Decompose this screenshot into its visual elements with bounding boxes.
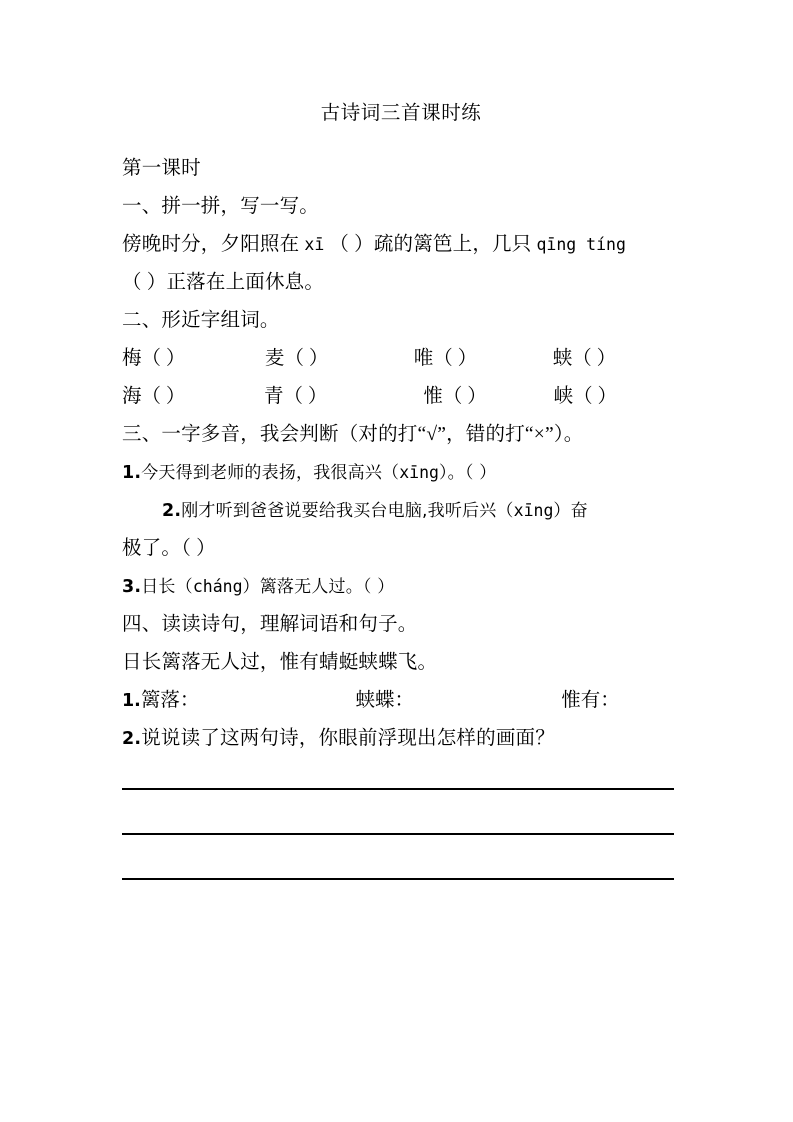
section-three-item-2 xyxy=(122,492,680,530)
item-number: 2. xyxy=(162,500,182,521)
char-label: 海 xyxy=(122,385,142,407)
char-word-cell xyxy=(264,378,423,416)
char-blank[interactable]: （ ） xyxy=(141,347,186,369)
term-definition-row xyxy=(122,682,680,720)
term-label: 惟有： xyxy=(561,689,620,711)
char-blank[interactable]: （ ） xyxy=(141,385,186,407)
item-number: 2. xyxy=(122,728,142,749)
pinyin-chang: cháng xyxy=(192,576,243,596)
term-item xyxy=(355,682,561,720)
char-label: 麦 xyxy=(264,347,285,369)
term-label: 蛱蝶： xyxy=(355,689,414,711)
item-text-before: 今天得到老师的表扬，我很高兴（ xyxy=(141,462,400,483)
char-word-row xyxy=(122,340,680,378)
char-blank[interactable]: （ ） xyxy=(572,347,617,369)
item-text-after[interactable]: ）。（ ） xyxy=(438,462,497,483)
term-item xyxy=(561,682,680,720)
char-word-cell xyxy=(122,340,265,378)
char-word-row xyxy=(122,378,680,416)
page-content xyxy=(122,0,680,880)
item-number: 1. xyxy=(122,690,141,711)
section-three-item-2-continuation[interactable]: 极了。（ ） xyxy=(122,537,216,559)
section-one-heading: 一、拼一拼，写一写。 xyxy=(122,195,320,217)
item-text-before: 刚才听到爸爸说要给我买台电脑,我听后兴（ xyxy=(181,500,514,521)
char-blank[interactable]: （ ） xyxy=(433,347,478,369)
section-one-sentence-line-1 xyxy=(122,226,680,264)
char-word-cell xyxy=(122,378,264,416)
sentence-text-b: （ ）疏的篱笆上，几只 xyxy=(324,233,537,255)
term-item xyxy=(122,682,355,720)
char-blank[interactable]: （ ） xyxy=(442,385,487,407)
char-label: 蛱 xyxy=(552,347,573,369)
char-label: 峡 xyxy=(553,385,574,407)
char-label: 梅 xyxy=(122,347,142,369)
char-word-cell xyxy=(414,340,553,378)
char-word-cell xyxy=(423,378,553,416)
answer-line[interactable] xyxy=(122,788,674,790)
char-label: 青 xyxy=(263,385,284,407)
section-two-heading: 二、形近字组词。 xyxy=(122,309,280,331)
section-three-heading: 三、一字多音，我会判断（对的打“√”，错的打“×”）。 xyxy=(122,423,584,445)
item-number: 1. xyxy=(122,462,142,483)
item-text-after: ）奋 xyxy=(553,500,588,521)
char-word-cell xyxy=(554,378,680,416)
section-one-sentence-line-2: （ ）正落在上面休息。 xyxy=(122,271,325,293)
section-four-question xyxy=(122,720,680,758)
pinyin-xing-2: xīng xyxy=(513,500,554,520)
item-text-before: 日长（ xyxy=(141,576,193,597)
sentence-text-a: 傍晚时分，夕阳照在 xyxy=(122,233,305,255)
answer-lines-group xyxy=(122,788,680,880)
char-blank[interactable]: （ ） xyxy=(283,385,328,407)
lesson-label: 第一课时 xyxy=(122,157,201,179)
answer-line[interactable] xyxy=(122,878,674,880)
question-text: 说说读了这两句诗，你眼前浮现出怎样的画面？ xyxy=(141,727,555,749)
section-four-heading: 四、读读诗句，理解词语和句子。 xyxy=(122,613,418,635)
poem-line: 日长篱落无人过，惟有蜻蜓蛱蝶飞。 xyxy=(122,651,438,673)
answer-line[interactable] xyxy=(122,833,674,835)
term-label: 篱落： xyxy=(140,689,200,711)
page-title: 古诗词三首课时练 xyxy=(320,103,482,124)
item-number: 3. xyxy=(122,576,142,597)
pinyin-xing-1: xīng xyxy=(399,462,439,482)
pinyin-qingting: qīng tíng xyxy=(536,234,626,254)
pinyin-xi: xī xyxy=(304,234,325,254)
char-blank[interactable]: （ ） xyxy=(573,385,618,407)
char-label: 惟 xyxy=(423,385,443,407)
char-blank[interactable]: （ ） xyxy=(284,347,329,369)
char-label: 唯 xyxy=(413,347,434,369)
section-three-item-3 xyxy=(122,568,680,606)
section-three-item-1 xyxy=(122,454,680,492)
char-word-cell xyxy=(265,340,414,378)
item-text-after[interactable]: ）篱落无人过。（ ） xyxy=(242,576,395,597)
char-word-cell xyxy=(553,340,680,378)
